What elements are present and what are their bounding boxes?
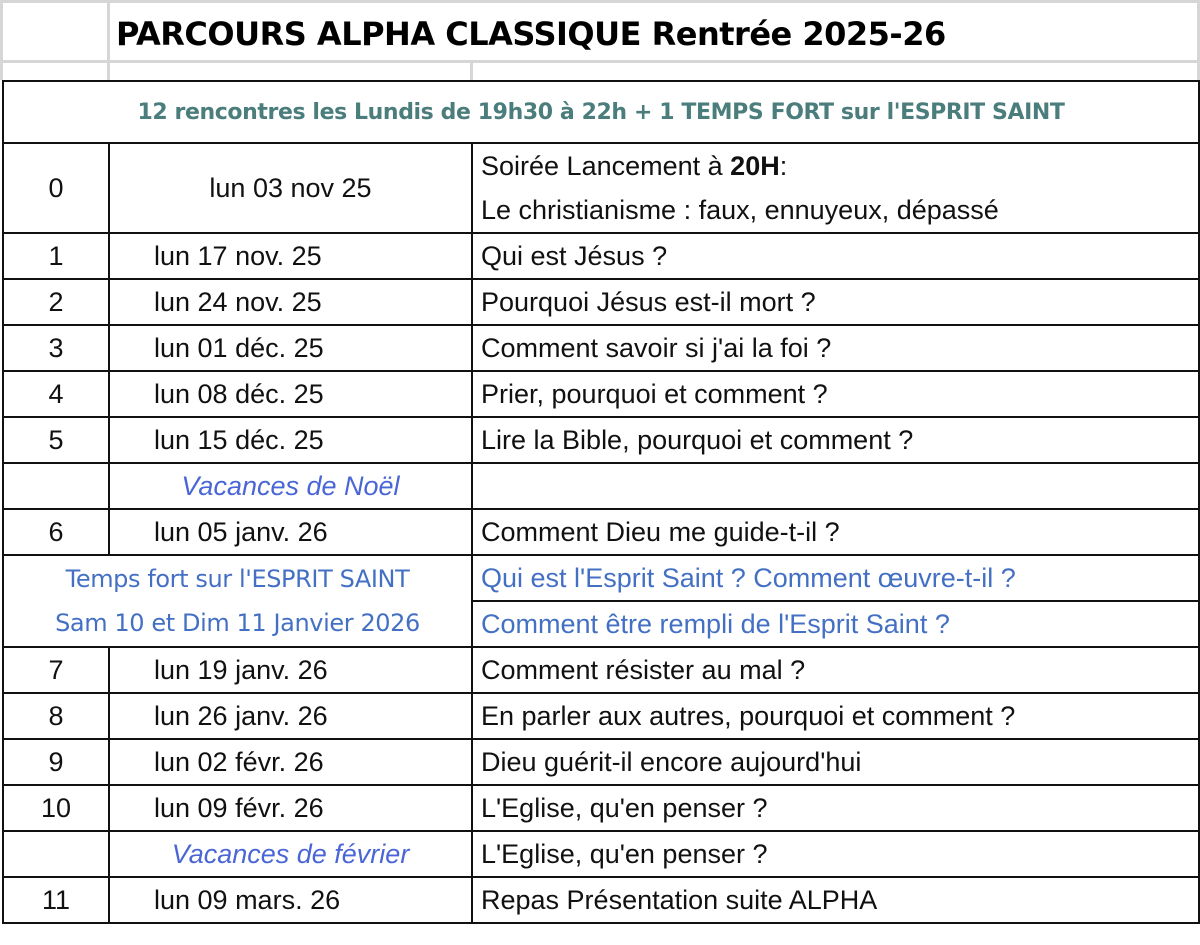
session-date: lun 24 nov. 25: [109, 279, 472, 325]
temps-fort-row: [3, 555, 1199, 601]
session-number: 11: [3, 877, 109, 923]
topic-suffix: :: [779, 151, 788, 181]
table-row: [3, 877, 1199, 923]
table-row: [3, 509, 1199, 555]
session-number: 0: [3, 143, 109, 233]
session-date: lun 19 janv. 26: [109, 647, 472, 693]
table-row: [3, 647, 1199, 693]
session-topic: Pourquoi Jésus est-il mort ?: [472, 279, 1199, 325]
table-row: [3, 785, 1199, 831]
session-date: lun 03 nov 25: [109, 143, 472, 233]
session-number: 2: [3, 279, 109, 325]
table-row: [3, 143, 1199, 233]
table-row: [3, 739, 1199, 785]
session-topic: L'Eglise, qu'en penser ?: [472, 831, 1199, 877]
session-number: 4: [3, 371, 109, 417]
page-title: PARCOURS ALPHA CLASSIQUE Rentrée 2025-26: [116, 15, 946, 53]
gridline: [0, 0, 3, 80]
temps-fort-dates: Sam 10 et Dim 11 Janvier 2026: [55, 609, 420, 637]
session-number: 5: [3, 417, 109, 463]
session-topic: Comment savoir si j'ai la foi ?: [472, 325, 1199, 371]
session-topic: L'Eglise, qu'en penser ?: [472, 785, 1199, 831]
session-number: 8: [3, 693, 109, 739]
gridline: [0, 60, 1200, 63]
table-row: [3, 279, 1199, 325]
gridline: [0, 0, 1200, 3]
session-date: lun 26 janv. 26: [109, 693, 472, 739]
gridline: [107, 0, 110, 80]
session-number: 9: [3, 739, 109, 785]
session-number: 3: [3, 325, 109, 371]
session-date: lun 15 déc. 25: [109, 417, 472, 463]
table-row: [3, 371, 1199, 417]
session-number: [3, 831, 109, 877]
session-topic: Comment Dieu me guide-t-il ?: [472, 509, 1199, 555]
gridline: [470, 62, 473, 80]
session-number: 1: [3, 233, 109, 279]
holiday-row: [3, 463, 1199, 509]
topic-time: 20H: [730, 151, 780, 181]
temps-fort-label: [3, 555, 472, 647]
topic-prefix: Soirée Lancement à: [481, 151, 731, 181]
session-date: lun 17 nov. 25: [109, 233, 472, 279]
holiday-label: Vacances de février: [109, 831, 472, 877]
session-topic: Prier, pourquoi et comment ?: [472, 371, 1199, 417]
session-topic: En parler aux autres, pourquoi et comment ?: [472, 693, 1199, 739]
session-date: lun 01 déc. 25: [109, 325, 472, 371]
table-row: [3, 325, 1199, 371]
topic-line-1: [481, 144, 1198, 188]
table-row: [3, 693, 1199, 739]
table-row: [3, 417, 1199, 463]
session-topic: [472, 463, 1199, 509]
topic-line-2: Le christianisme : faux, ennuyeux, dépassé: [481, 195, 999, 225]
session-topic: Dieu guérit-il encore aujourd'hui: [472, 739, 1199, 785]
temps-fort-topic: Comment être rempli de l'Esprit Saint ?: [472, 601, 1199, 647]
temps-fort-topic: Qui est l'Esprit Saint ? Comment œuvre-t-il ?: [472, 555, 1199, 601]
session-topic: Lire la Bible, pourquoi et comment ?: [472, 417, 1199, 463]
holiday-row: [3, 831, 1199, 877]
temps-fort-title: Temps fort sur l'ESPRIT SAINT: [65, 565, 410, 593]
session-date: lun 05 janv. 26: [109, 509, 472, 555]
table-row: [3, 233, 1199, 279]
session-topic: [472, 143, 1199, 233]
holiday-label: Vacances de Noël: [109, 463, 472, 509]
session-topic: Comment résister au mal ?: [472, 647, 1199, 693]
session-number: 10: [3, 785, 109, 831]
session-topic: Qui est Jésus ?: [472, 233, 1199, 279]
subtitle: 12 rencontres les Lundis de 19h30 à 22h + 1 TEMPS FORT sur l'ESPRIT SAINT: [3, 81, 1199, 143]
schedule-table: [2, 80, 1200, 924]
session-date: lun 08 déc. 25: [109, 371, 472, 417]
session-topic: Repas Présentation suite ALPHA: [472, 877, 1199, 923]
subtitle-row: [3, 81, 1199, 143]
session-date: lun 02 févr. 26: [109, 739, 472, 785]
session-date: lun 09 févr. 26: [109, 785, 472, 831]
session-number: 7: [3, 647, 109, 693]
session-date: lun 09 mars. 26: [109, 877, 472, 923]
session-number: 6: [3, 509, 109, 555]
session-number: [3, 463, 109, 509]
